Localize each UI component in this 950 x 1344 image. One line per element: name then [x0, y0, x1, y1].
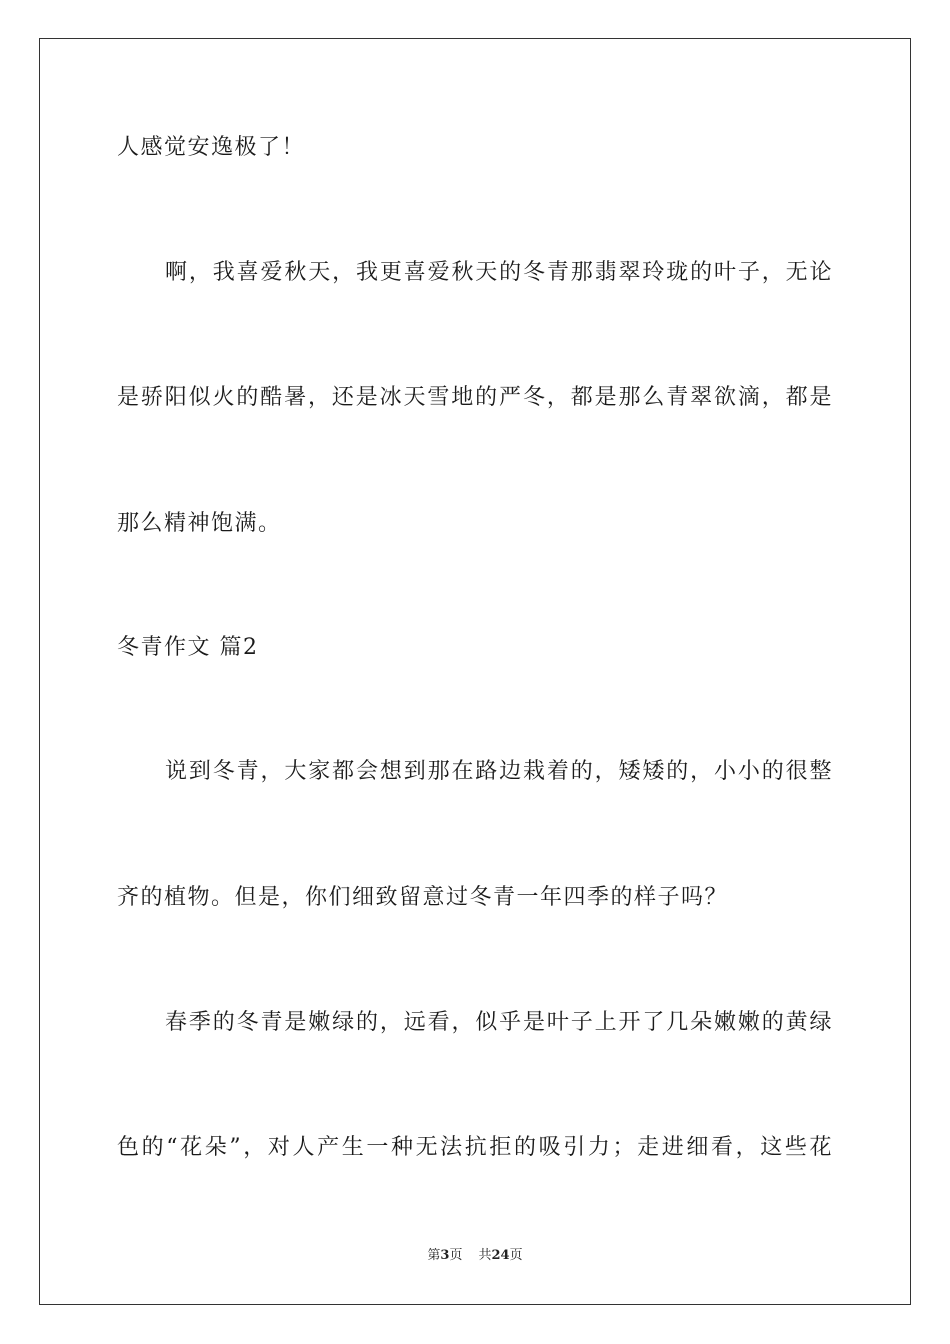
paragraph-line: 是骄阳似火的酷暑，还是冰天雪地的严冬，都是那么青翠欲滴，都是 — [117, 385, 833, 410]
section-heading: 冬青作文 篇2 — [117, 635, 259, 660]
footer-page-suffix: 页 — [449, 1248, 463, 1263]
paragraph-line: 说到冬青，大家都会想到那在路边栽着的，矮矮的，小小的很整 — [165, 759, 833, 784]
paragraph-line: 那么精神饱满。 — [117, 511, 282, 536]
paragraph-line: 春季的冬青是嫩绿的，远看，似乎是叶子上开了几朵嫩嫩的黄绿 — [165, 1010, 833, 1035]
paragraph-line: 色的“花朵”，对人产生一种无法抗拒的吸引力；走进细看，这些花 — [117, 1135, 833, 1160]
paragraph-line: 齐的植物。但是，你们细致留意过冬青一年四季的样子吗？ — [117, 885, 729, 910]
footer-page-total: 24 — [491, 1248, 510, 1263]
footer-total-prefix: 共 — [478, 1248, 492, 1263]
footer-page-current: 3 — [440, 1248, 450, 1263]
paragraph-line: 啊，我喜爱秋天，我更喜爱秋天的冬青那翡翠玲珑的叶子，无论 — [165, 260, 833, 285]
footer-total-suffix: 页 — [509, 1248, 523, 1263]
page-frame — [39, 38, 911, 1305]
page-footer — [0, 1247, 950, 1265]
paragraph-line: 人感觉安逸极了！ — [117, 135, 306, 160]
footer-page-prefix: 第 — [427, 1248, 441, 1263]
